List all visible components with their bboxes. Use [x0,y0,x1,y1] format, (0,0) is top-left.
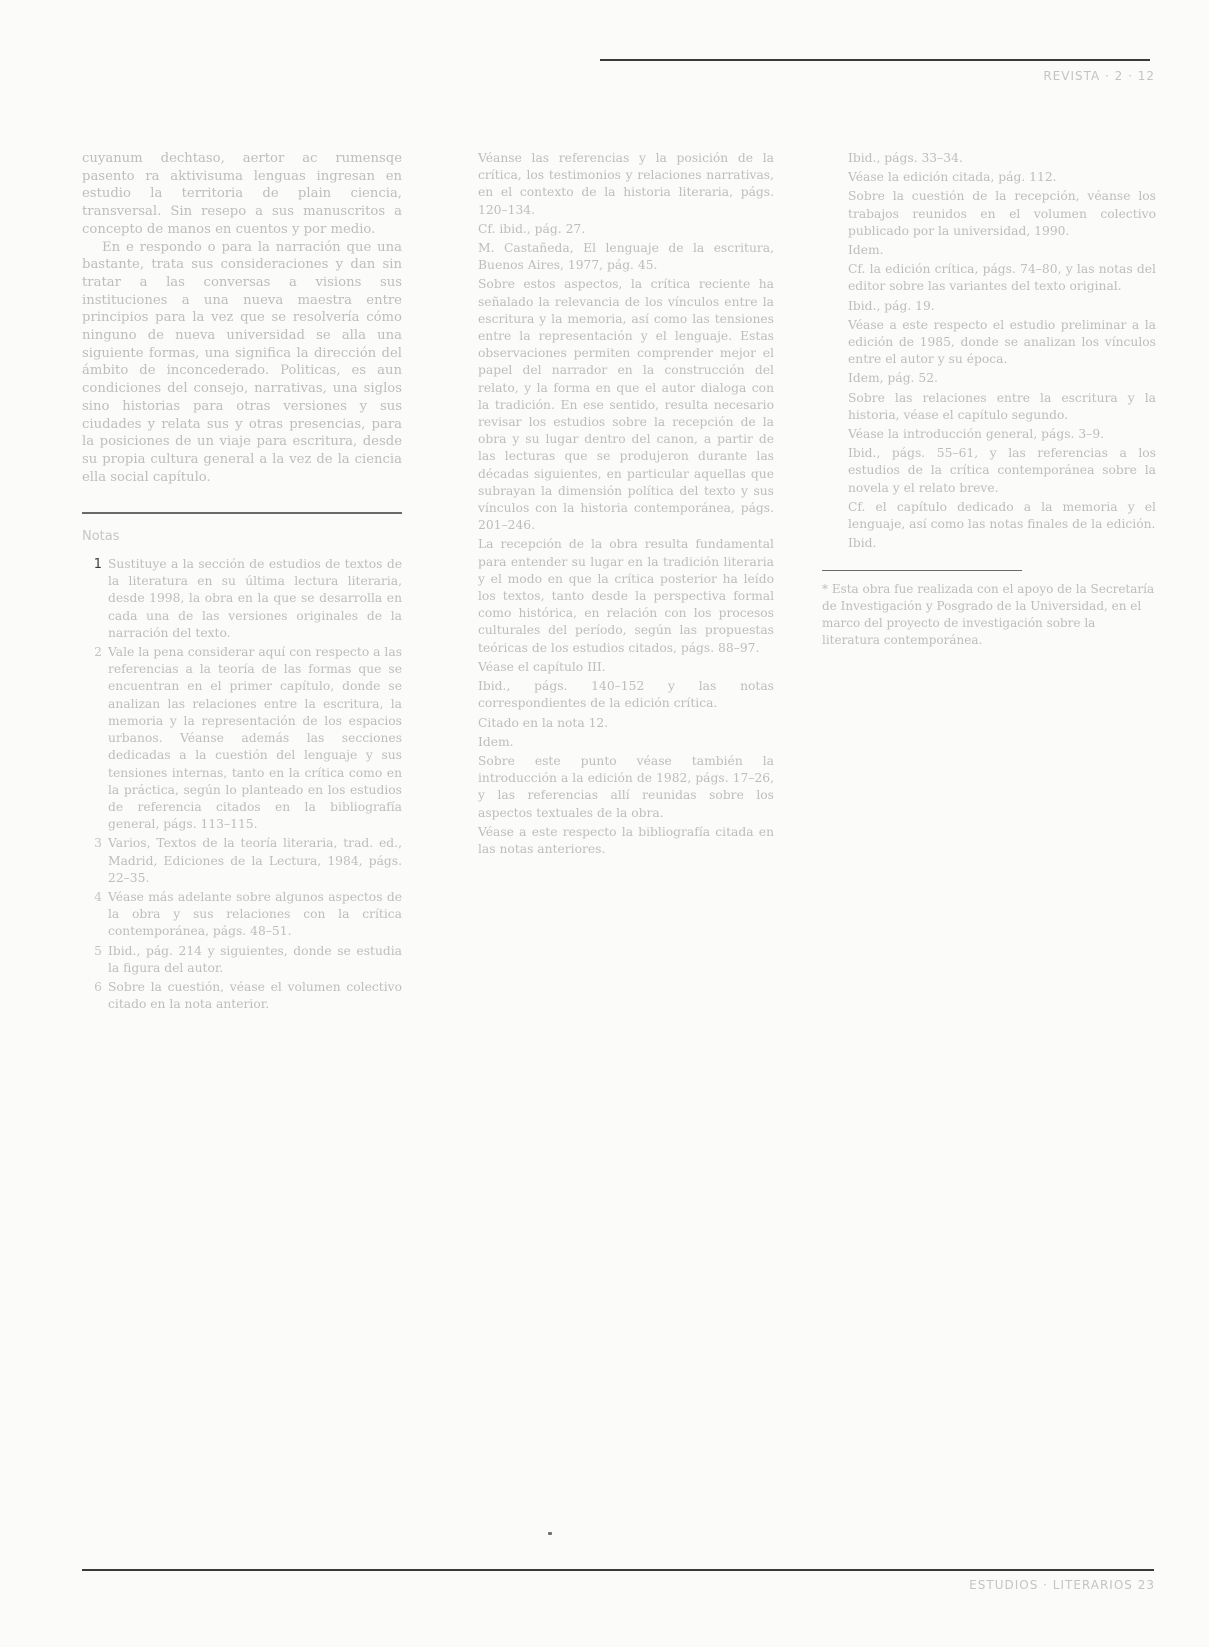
note-item [82,556,402,642]
note-text: Ibid., págs. 140–152 y las notas correspondientes de la edición crítica. [478,679,774,711]
note-text: Véanse las referencias y la posición de la crítica, los testimonios y relaciones narrativas, en el contexto de la historia literaria, págs. 120–134. [478,151,774,217]
left-column [82,150,402,1510]
note-text: Ibid., pág. 214 y siguientes, donde se estudia la figura del autor. [108,943,402,975]
note-text: Citado en la nota 12. [478,715,609,730]
note-item [82,979,402,1013]
note-item [822,499,1156,533]
middle-column [452,150,774,1510]
note-text: Ibid., págs. 55–61, y las referencias a los estudios de la crítica contemporánea sobre la novela y el relato breve. [848,446,1156,495]
note-text: Idem. [848,243,884,258]
note-item [822,317,1156,369]
note-text: Véase la introducción general, págs. 3–9. [848,427,1105,442]
note-text: Ibid. [848,536,877,551]
note-text: Sobre estos aspectos, la crítica reciente ha señalado la relevancia de los vínculos entre la escritura y la memoria, así como las tensiones entre la representación y el lenguaje. Estas observaciones permiten comprender mejor el papel del narrador en la construcción del relato, y la forma en que el autor dialoga con la tradición. En ese sentido, resulta necesario revisar los estudios sobre la recepción de la obra y su lugar dentro del canon, a partir de las lecturas que se produjeron durante las décadas siguientes, en particular aquellas que subrayan la dimensión política del texto y sus vínculos con la historia contemporánea, págs. 201–246. [478,277,774,533]
note-text: Véase a este respecto la bibliografía citada en las notas anteriores. [478,824,774,856]
note-text: Idem, pág. 52. [848,371,938,386]
note-item [452,536,774,656]
note-text: La recepción de la obra resulta fundamental para entender su lugar en la tradición literaria y el modo en que la crítica posterior ha leído los textos, tanto desde la perspectiva formal como histórica, en relación con los procesos culturales del período, según las propuestas teóricas de los estudios citados, págs. 88–97. [478,537,774,655]
body-paragraph: cuyanum dechtaso, aertor ac rumensqe pasento ra aktivisuma lenguas ingresan en estudio la territoria de plain ciencia, transversal. Sin resepo a sus manuscritos a concepto de manos en cuentos y por medio. [82,151,402,237]
footer-text: ESTUDIOS · LITERARIOS 23 [969,1578,1155,1592]
note-number: 6 [94,979,102,994]
note-item [452,659,774,676]
note-number: 3 [94,836,102,851]
note-text: Véase la edición citada, pág. 112. [848,170,1057,185]
note-item [452,678,774,712]
running-head: REVISTA · 2 · 12 [1043,69,1155,83]
note-item [822,169,1156,186]
note-item [82,644,402,833]
note-item [452,276,774,534]
note-text: Varios, Textos de la teoría literaria, trad. ed., Madrid, Ediciones de la Lectura, 1984, págs. 22–35. [108,836,402,885]
note-item [452,221,774,238]
note-item [822,261,1156,295]
note-number: 2 [94,645,102,660]
note-item [82,835,402,887]
print-speck [548,1532,552,1535]
note-number: 4 [94,889,102,904]
note-text: Véase a este respecto el estudio preliminar a la edición de 1985, donde se analizan los vínculos entre el autor y su época. [848,317,1156,367]
note-text: Cf. ibid., pág. 27. [478,221,586,236]
note-text: Ibid., pág. 19. [848,298,935,313]
footnote: * Esta obra fue realizada con el apoyo de la Secretaría de Investigación y Posgrado de la Universidad, en el marco del proyecto de investigación sobre la literatura contemporánea. [822,582,1155,648]
header-rule [600,59,1150,61]
note-item [452,753,774,822]
note-text: Sobre la cuestión, véase el volumen colectivo citado en la nota anterior. [108,979,402,1012]
note-text: M. Castañeda, El lenguaje de la escritura, Buenos Aires, 1977, pág. 45. [478,241,774,273]
note-text: Cf. el capítulo dedicado a la memoria y el lenguaje, así como las notas finales de la edición. [848,499,1156,532]
note-item [82,943,402,977]
footer-rule [82,1569,1154,1571]
note-item [822,535,1156,552]
body-paragraph: En e respondo o para la narración que una bastante, trata sus consideraciones y dan sin tratar a las conversas a visions sus instituciones a una nueva maestra entre principios para la vez que se resolvería cómo ninguno de nueva universidad se alla una siguiente formas, una significa la dirección del ámbito de inconcederado. Politicas, es aun condiciones del consejo, narrativas, una siglos sino historias para otras versiones y sus ciudades y relata sus y otras presencias, para la posiciones de un viaje para escritura, desde su propia cultura general a la vez de la ciencia ella social capítulo. [82,239,402,485]
note-text: Idem. [478,734,514,749]
note-item [822,298,1156,315]
notes-title: Notas [82,529,120,545]
note-item [822,390,1156,424]
note-item [452,734,774,751]
note-text: Vale la pena considerar aquí con respecto a las referencias a la teoría de las formas que se encuentran en el primer capítulo, donde se analizan las relaciones entre la escritura, la memoria y la representación de los espacios urbanos. Véanse además las secciones dedicadas a la cuestión del lenguaje y sus tensiones internas, tanto en la crítica como en la práctica, según lo planteado en los estudios de referencia citados en la bibliografía general, págs. 113–115. [108,645,402,832]
note-text: Sobre las relaciones entre la escritura y la historia, véase el capítulo segundo. [848,390,1156,422]
footnote-divider [822,570,1022,571]
note-number: 1 [93,557,102,573]
note-item [452,715,774,732]
note-item [822,242,1156,259]
note-text: Sobre la cuestión de la recepción, véanse los trabajos reunidos en el volumen colectivo publicado por la universidad, 1990. [848,189,1156,238]
note-text: Ibid., págs. 33–34. [848,151,963,165]
right-column [822,150,1156,1510]
note-item [822,150,1156,167]
note-item [822,445,1156,497]
note-text: Cf. la edición crítica, págs. 74–80, y las notas del editor sobre las variantes del texto original. [848,262,1156,294]
note-text: Véase más adelante sobre algunos aspectos de la obra y sus relaciones con la crítica contemporánea, págs. 48–51. [108,889,402,939]
note-number: 5 [94,943,102,958]
note-item [452,824,774,858]
note-text: Sustituye a la sección de estudios de textos de la literatura en su última lectura literaria, desde 1998, la obra en la que se desarrolla en cada una de las versiones originales de la narración del texto. [108,557,402,640]
note-item [452,150,774,219]
note-text: Véase el capítulo III. [478,659,606,674]
note-item [822,370,1156,387]
note-item [822,426,1156,443]
note-item [452,240,774,274]
notes-divider [82,512,402,514]
note-text: Sobre este punto véase también la introducción a la edición de 1982, págs. 17–26, y las referencias allí reunidas sobre los aspectos textuales de la obra. [478,753,774,820]
note-item [822,188,1156,240]
note-item [82,889,402,941]
